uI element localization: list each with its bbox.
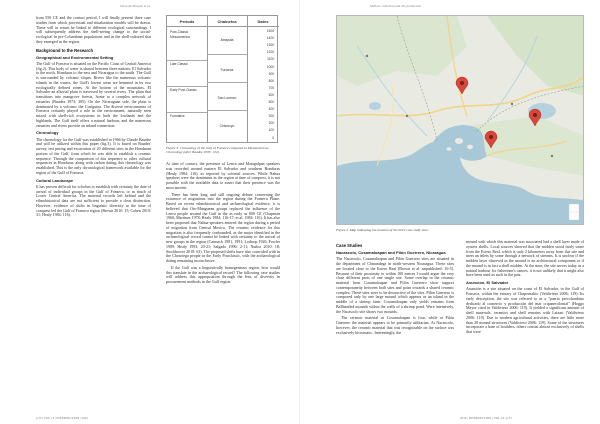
chronology-caption: Figure 3. Chronology of the Gulf of Fonseca compared to Mesoamerican Chronology (after Baudez 1970: 132). [166, 146, 269, 155]
paragraph: mound with which this material was associated had a shell layer made of oysters shells. Local sources showed that the midden stood fairly some from the Estero Real, which is only 2 kilometres away from this site and meet an inlets by some through a network of streams. It is unclear if the midden layer observed in the mound is an architectural component or if the mound is in fact a shell midden. At the time, the site serves today as a natural harbour for fishermen's canoes, it is not unlikely that it might also have been used as such in the past. [466, 239, 584, 278]
chronology-table [166, 15, 278, 143]
chrono-phase: Chismuyo [219, 124, 235, 128]
chrono-year: 100 [268, 128, 274, 133]
map-lake [369, 102, 381, 110]
paragraph: The ceramic material in Cosamaloapan is four, while at Pilón Guerrero the material appears to be primarily utilitarian. At Nacascolo, however, the ceramic material that was recognizable on the surface was exclusively bicromatic. Interestingly, the [336, 315, 454, 335]
chrono-year: 0 [272, 135, 274, 140]
chrono-year: 1200 [266, 50, 274, 55]
chrono-period: Late Classic [170, 62, 188, 66]
paragraph: The chronology for the Gulf was established in 1966 by Claude Baudez and will be utilized within this paper (fig.3). It is based on Baudez' survey, test pitting and excavation of 20 different sites in the Honduran portion of the Gulf, from which he was able to establish a ceramic sequence. Through the comparison of this sequence to other cultural sequences in Honduras, along with carbon dating, this chronology was established. This is the only chronological framework available for the region of the Gulf of Fonseca. [36, 136, 151, 175]
chrono-year: 1300 [266, 43, 274, 48]
subsection-heading: Asunción, El Salvador [466, 280, 509, 285]
subsection-heading: Geographical and Environmental Setting [36, 54, 114, 60]
left-column-1 [36, 16, 151, 220]
chrono-year: 500 [268, 100, 274, 104]
chrono-year: 900 [268, 71, 274, 76]
section-heading: Case Studies [336, 243, 363, 248]
map-caption: Figure 2. Map indicating the location of the three case study sites. [336, 228, 429, 232]
chrono-year: 300 [268, 114, 274, 119]
chrono-phase: San Lorenzo [217, 96, 237, 100]
paragraph: There has been long and still ongoing debate concerning the existence of migrations into the region during the Fonseca Phase. Based on recent ethnohistorical and archaeological evidence, it is believed that Oto-Manguean groups replaced the influence of the Lenca people around the Gulf in the as early as 800 CE (Chapman 1960; Martínez 1978; Healy 1984: 116-17; et al. 1984: 116). It has also been proposed that Nahua-speakers entered the region during a period of migration from Central Mexico. The ceramic evidence for this migration is also frequently confounded, as the major identified in the archaeological record cannot be linked with certainty to the arrival of new groups in the region (Carmack 1981, 1991; Lothrop 1926; Fowler 1989; Healy 1993: 20-21; Salgado 1996: 2-11; Nuñoz 2010: 18; Stockbower 2018: 63). The proposed shifts have also coincided with in the Chorotega people in the Early Postclassic, with the archaeological dating remaining inconclusive. [166, 191, 280, 263]
subsection-heading: Nacascolo, Cosamaloapan and Pilón Guerrero, Nicaragua [336, 250, 446, 255]
site-map [336, 15, 584, 225]
chrono-year: 600 [268, 92, 274, 97]
chrono-period: Formative [170, 114, 185, 118]
chrono-year: 1500 [266, 29, 274, 33]
subsection-heading: Cultural Landscape [36, 177, 74, 183]
chrono-year: 1400 [266, 36, 274, 41]
subsection-heading: Chronology [36, 130, 59, 136]
chrono-year: 1100 [267, 57, 274, 62]
paragraph: The Nacascolo, Cosamaloapan and Pilón Guerrero sites are situated in the department of Chinandega in north-western Nicaragua. These sites are located close to the Estero Real (Brown et al. unpublished: 16-5). Because of their proximity to within 100 metres I would argue the very close different parts of one single site. Some overlap in the ceramic material from Cosamaloapan and Pilón Guerrero show support contemporaneity between both sites and point towards a shared ceramic complex. These sites were to be destructive of the sites. Pilón Guerrero is composed only by one large mound which appears as an island in the middle of a shrimp farm. Cosamaloapan only yields remains from Ballbanded mounds within the walls of a shrimp pond. Were intensively, the Nacascolo site shows two mounds. [336, 256, 454, 314]
right-column-2 [466, 240, 584, 337]
chrono-year: 700 [268, 85, 274, 90]
left-running-head: Silvia del Bosque et al. [120, 4, 151, 8]
paragraph: At time of contact, the presence of Lenca and Matagalpan speakers was recorded around eastern El Salvador and southern Honduras (Healy 1984: 116), as reported by colonial sources. While Nahua speakers were the dominants in the region at time of conquest, it is not possible with the available data to assert that their presence was the most ancient. [166, 161, 280, 190]
chrono-year: 800 [268, 78, 274, 83]
left-running-foot: p 50 | VOL 13 | INTERSECTION | 2016 [36, 416, 88, 420]
chrono-period: Early Post-Classic [170, 88, 197, 92]
chrono-header-phase: Chalnetca [207, 16, 247, 27]
paragraph: from 550 CE and the contact period, I will finally present three case studies from which processual and ritualization models will be drawn. These will in return be linked to different ecological surroundings. I will subsequently address the shell-seeing change to the social-ecological in pre-Columbian populations and in the shell-cultured that they emerged in the region. [36, 15, 151, 44]
right-running-foot: 2016 | INTERSECTION | VOL 13 | p 51 [460, 416, 512, 420]
chrono-year: 1000 [266, 64, 274, 69]
chrono-year: 200 [268, 121, 274, 126]
chrono-phase: Fonseca [220, 68, 234, 72]
paragraph: Asunción is a site situated on the coast of El Salvador, in the Gulf of Fonseca, within the estuary of Chapernalito (Valdivieso 2006; 119). Its early description, the site was referred to as a "puerto precolombino dedicado al comercio y producción del mar cripanecolonial" (Hoggo Mayor cited in Valdivieso 2006: 119). It yielded a significant amount of shell materials, ceramics and shell remains with Laizari (Valdivieso 2006: 119). Due to modern agricultural activities, there are little more than 20 mound structures (Valdivieso 2006: 119). Some of the structures incorporate a base of boulders, others consist almost exclusively of shells that were [466, 286, 584, 335]
chrono-period: Mesoamerica [170, 35, 190, 39]
chrono-header-periods: Periods [167, 16, 207, 27]
section-heading: Background to the Research [36, 47, 94, 53]
right-column-1 [336, 240, 454, 337]
chrono-phase: Amapala [220, 38, 234, 42]
paragraph: If the Gulf was a linguistically homogeneous region, how would this translate in the archaeological record? The following case studies will address this appropriation through the lens of diversity in procurement methods in the Gulf region. [166, 264, 280, 284]
chrono-year: 400 [268, 107, 274, 112]
paragraph: The Gulf of Fonseca is situated on the Pacific Coast of Central America (fig.2). This body of water is shared between three nations: El Salvador to the north, Honduras to the east and Nicaragua to the south. The Gulf is surrounded by volcanic slopes. Rivers like the numerous volcanic islands in the waters, the Gulf's lowest areas are hemmed in by two ecologically defined zones. At the bottom of the mountains, El Salvador an alluvial plain is traversed by several rivers. The plain that transitions into mangrove forests, home to a complex network of estuaries (Baudez 1973; 305). On the Nicaraguan side, the plain is dominated by a volcano: the Cosiguina. The diverse environments of Fonseca certainly played a role in the environment, naturally seen mixed with shell-rich ecosystems in both the lowlands and the highlands. The Gulf itself offers a natural harbour, and the numerous estuaries and rivers provide an inland connection. [36, 60, 151, 128]
left-column-2 [166, 162, 280, 287]
chrono-header-dates: Dates [247, 16, 279, 27]
chrono-period: Post-Classic [170, 30, 189, 34]
right-running-head: Mollusc collection and site production [370, 4, 422, 8]
paragraph: It has proven difficult for scholars to establish with certainty the date of arrival of individual groups in the Gulf of Fonseca, or as much of Lower Central America. The material records left behind and the ethnohistorical data are not sufficient to provide a clear distinction. However, evidence of shifts in linguistic diversity at the time of conquest led the Gulf of Fonseca region (Brown 2010: 15; Cohen 2010: 31; Healy 1984: 116). [36, 183, 151, 218]
